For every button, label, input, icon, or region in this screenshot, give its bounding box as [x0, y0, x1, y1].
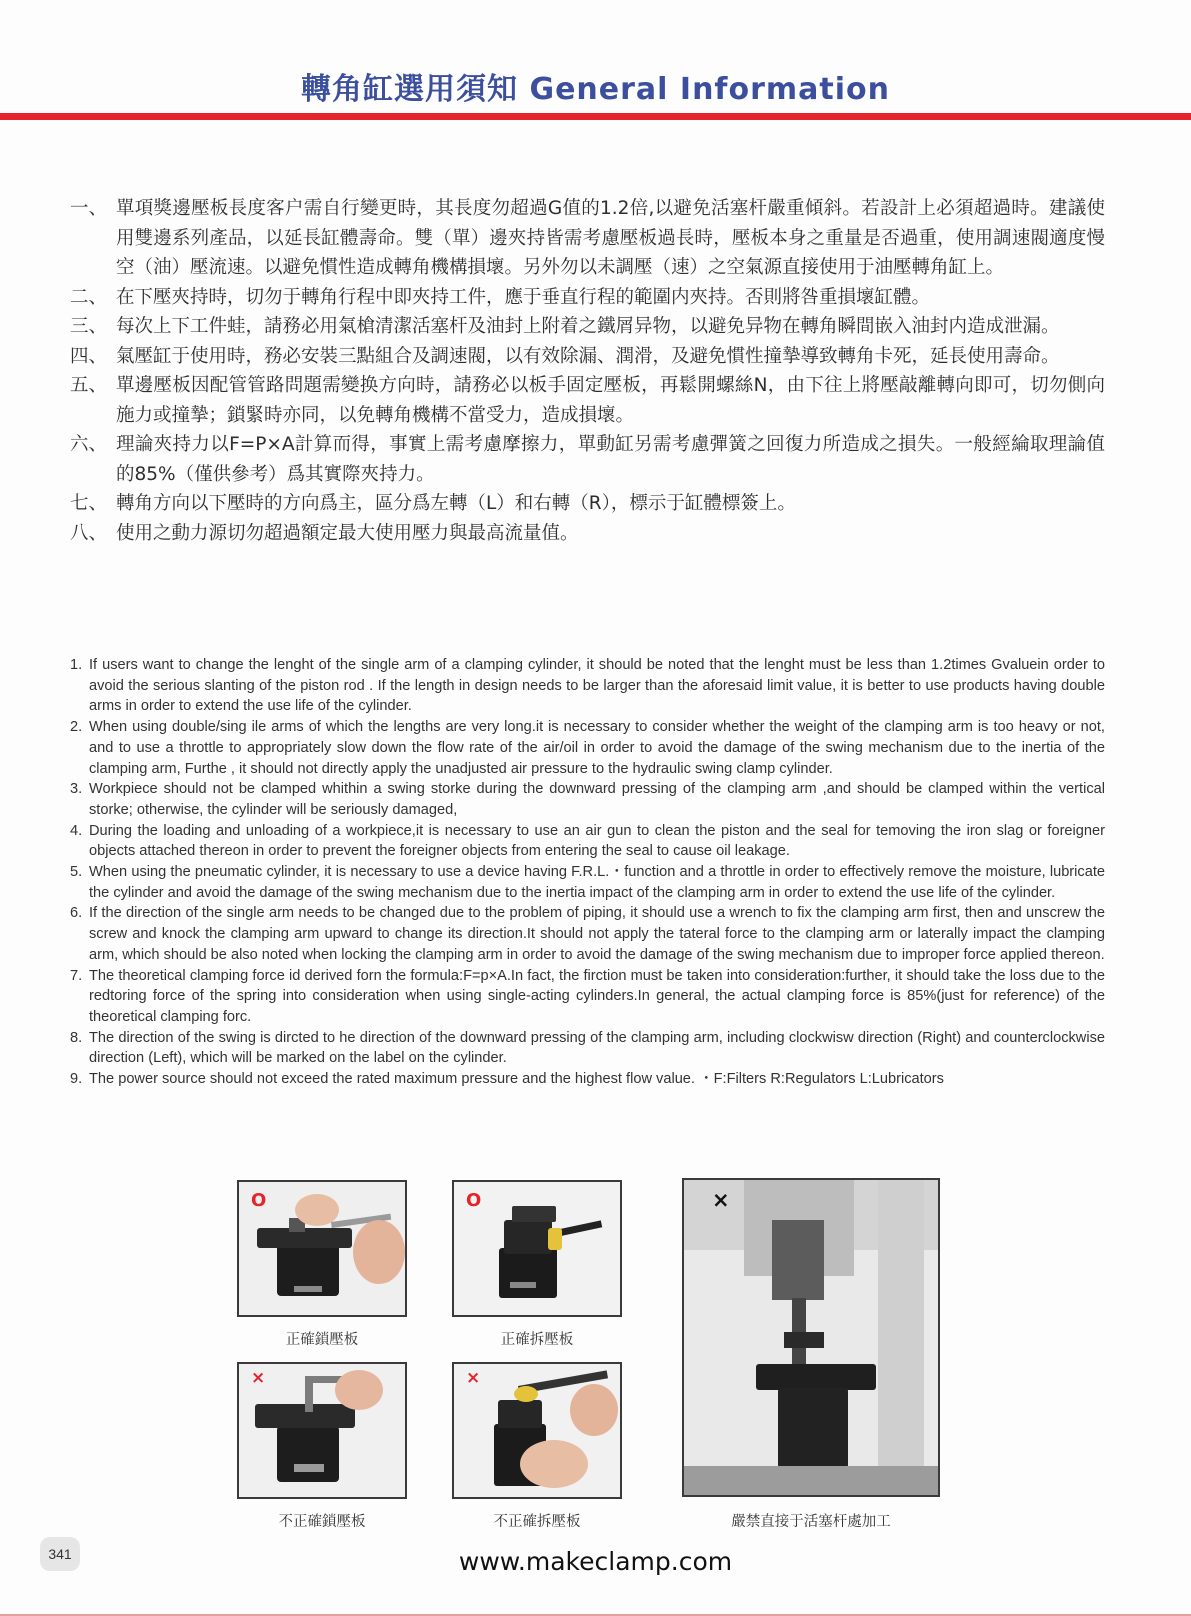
english-note-number: 5. — [70, 864, 83, 881]
chinese-note — [70, 371, 1105, 430]
chinese-note-number: 三、 — [70, 316, 108, 337]
chinese-note-number: 八、 — [70, 522, 108, 544]
caption-no-machining: 嚴禁直接于活塞杆處加工 — [731, 1514, 891, 1530]
english-note-text: Workpiece should not be clamped whithin a swing storke during the downward pressing of the clamping arm ,and should be clamped within the vertical storke; otherwise, the cylinder will be seriously damaged, — [89, 781, 1105, 818]
chinese-note — [70, 519, 1105, 549]
english-note-text: If the direction of the single arm needs to be changed due to the problem of piping, it should use a wrench to fix the clamping arm first, then and unscrew the screw and knock the clamping arm upward to change its direction.It should not apply the tateral force to the clamping arm or laterally impact the clamping arm, which should be also noted when locking the clamping arm in order to avoid the damage of the swing mechanism due to improper force applied thereon. — [89, 905, 1105, 963]
english-note-text: The direction of the swing is dircted to he direction of the downward pressing of the clamping arm, including clockwisw direction (Right) and counterclockwise direction (Left), which will be marked on the label on the cylinder. — [89, 1029, 1105, 1067]
photo-no-machining — [682, 1178, 940, 1497]
photo-incorrect-lock — [237, 1362, 407, 1499]
english-note-text: The power source should not exceed the rated maximum pressure and the highest flow value. ・F:Filters R:Regulators L:Lubricators — [89, 1071, 944, 1088]
english-note — [70, 717, 1105, 779]
chinese-note-number: 四、 — [70, 345, 108, 367]
english-note — [70, 655, 1105, 717]
chinese-note-number: 七、 — [70, 493, 108, 514]
english-note-number: 7. — [70, 967, 83, 984]
wrong-mark-icon: × — [251, 1368, 266, 1388]
chinese-note-number: 六、 — [70, 434, 108, 455]
photo-correct-lock — [237, 1180, 407, 1317]
caption-correct-lock: 正確鎖壓板 — [285, 1332, 359, 1348]
english-note-number: 2. — [70, 719, 83, 736]
no-machining-image — [684, 1180, 938, 1495]
english-note-text: During the loading and unloading of a workpiece,it is necessary to use an air gun to clean the piston and the seal for temoving the iron slag or foreigner objects attached thereon in order to prevent the foreigner objects from entering the seal to cause oil leakage. — [89, 822, 1105, 860]
chinese-notes-list — [70, 194, 1105, 548]
english-note-text: When using the pneumatic cylinder, it is necessary to use a device having F.R.L.・function and a throttle in order to effectively remove the moisture, lubricate the cylinder and avoid the damage of the swing mechanism due to the inertia impact of the clamping arm in order to extend the use life of the cylinder. — [89, 864, 1105, 901]
english-note — [70, 1069, 1105, 1090]
page-title: 轉角缸選用須知 General Information — [301, 72, 890, 107]
english-note-number: 8. — [70, 1029, 83, 1046]
english-note-text: The theoretical clamping force id derived forn the formula:F=p×A.In fact, the firction must be taken into consideration:further, it should take the loss due to the redtoring force of the spring into consideration when using single-acting cylinders.In general, the actual clamping force is 85%(just for reference) of the theoretical clamping forc. — [89, 967, 1105, 1025]
english-note — [70, 966, 1105, 1028]
english-note — [70, 779, 1105, 820]
chinese-note-text: 單邊壓板因配管管路問題需變换方向時，請務必以板手固定壓板，再鬆開螺絲N，由下往上將壓敲離轉向即可，切勿側向施力或撞摯；鎖緊時亦同，以免轉角機構不當受力，造成損壞。 — [116, 375, 1105, 426]
caption-correct-remove: 正確拆壓板 — [500, 1332, 574, 1348]
wrong-mark-icon: × — [466, 1368, 481, 1388]
website-url[interactable]: www.makeclamp.com — [458, 1547, 733, 1576]
correct-mark-icon: O — [251, 1190, 267, 1211]
chinese-note-text: 轉角方向以下壓時的方向爲主，區分爲左轉（L）和右轉（R），標示于缸體標簽上。 — [116, 493, 796, 514]
english-note-number: 9. — [70, 1071, 83, 1088]
correct-mark-icon: O — [466, 1190, 482, 1211]
english-notes-list — [70, 655, 1105, 1090]
chinese-note-number: 二、 — [70, 286, 108, 308]
photo-correct-remove — [452, 1180, 622, 1317]
chinese-note — [70, 430, 1105, 489]
english-note — [70, 862, 1105, 903]
page-number: 341 — [40, 1537, 80, 1571]
chinese-note — [70, 283, 1105, 313]
english-note — [70, 1028, 1105, 1069]
chinese-note-text: 每次上下工件蛙，請務必用氣槍清潔活塞杆及油封上附着之鐵屑异物，以避免异物在轉角瞬間嵌入油封内造成泄漏。 — [116, 316, 1060, 337]
english-note-number: 4. — [70, 822, 83, 839]
chinese-note-text: 理論夾持力以F=P×A計算而得，事實上需考慮摩擦力，單動缸另需考慮彈簧之回復力所造成之損失。一般經綸取理論值的85%（僅供參考）爲其實際夾持力。 — [116, 434, 1105, 485]
english-note-text: If users want to change the lenght of the single arm of a clamping cylinder, it should be noted that the lenght must be less than 1.2times Gvaluein order to avoid the serious slanting of the piston rod . If the length in design needs to be larger than the aforesaid limit value, it is better to use products having double arms in order to extend the use life of the cylinder. — [89, 657, 1105, 715]
english-note-number: 3. — [70, 781, 83, 798]
chinese-note-text: 單項獎邊壓板長度客户需自行變更時，其長度勿超過G值的1.2倍,以避免活塞杆嚴重傾斜。若設計上必須超過時。建議使用雙邊系列產品，以延長缸體壽命。雙（單）邊夾持皆需考慮壓板過長時，壓板本身之重量是否過重，使用調速閥適度慢空（油）壓流速。以避免慣性造成轉角機構損壞。另外勿以未調壓（速）之空氣源直接使用于油壓轉角缸上。 — [116, 198, 1105, 278]
chinese-note-text: 在下壓夾持時，切勿于轉角行程中即夾持工件，應于垂直行程的範圍内夾持。否則將咎重損壞缸體。 — [116, 286, 931, 308]
chinese-note-text: 使用之動力源切勿超過額定最大使用壓力與最高流量值。 — [116, 522, 579, 544]
chinese-note-number: 一、 — [70, 198, 108, 219]
photo-incorrect-remove — [452, 1362, 622, 1499]
wrong-mark-icon: × — [712, 1188, 730, 1212]
english-note-number: 1. — [70, 657, 83, 673]
english-note-text: When using double/sing ile arms of which the lengths are very long.it is necessary to consider whether the weight of the clamping arm is too heavy or not, and to use a throttle to appropriately slow down the flow rate of the air/oil in order to avoid the damage of the swing mechanism due to the inertia of the clamping arm, Furthe , it should not directly apply the unadjusted air pressure to the hydraulic swing clamp cylinder. — [89, 719, 1105, 777]
english-note — [70, 903, 1105, 965]
english-note — [70, 821, 1105, 862]
chinese-note — [70, 489, 1105, 519]
chinese-note — [70, 194, 1105, 283]
chinese-note-number: 五、 — [70, 375, 108, 396]
english-note-number: 6. — [70, 905, 83, 922]
header-red-rule — [0, 113, 1191, 120]
caption-incorrect-remove: 不正確拆壓板 — [493, 1514, 581, 1530]
chinese-note — [70, 342, 1105, 372]
caption-incorrect-lock: 不正確鎖壓板 — [278, 1514, 366, 1530]
chinese-note — [70, 312, 1105, 342]
chinese-note-text: 氣壓缸于使用時，務必安裝三點組合及調速閥，以有效除漏、潤滑，及避免慣性撞摯導致轉角卡死，延長使用壽命。 — [116, 345, 1060, 367]
